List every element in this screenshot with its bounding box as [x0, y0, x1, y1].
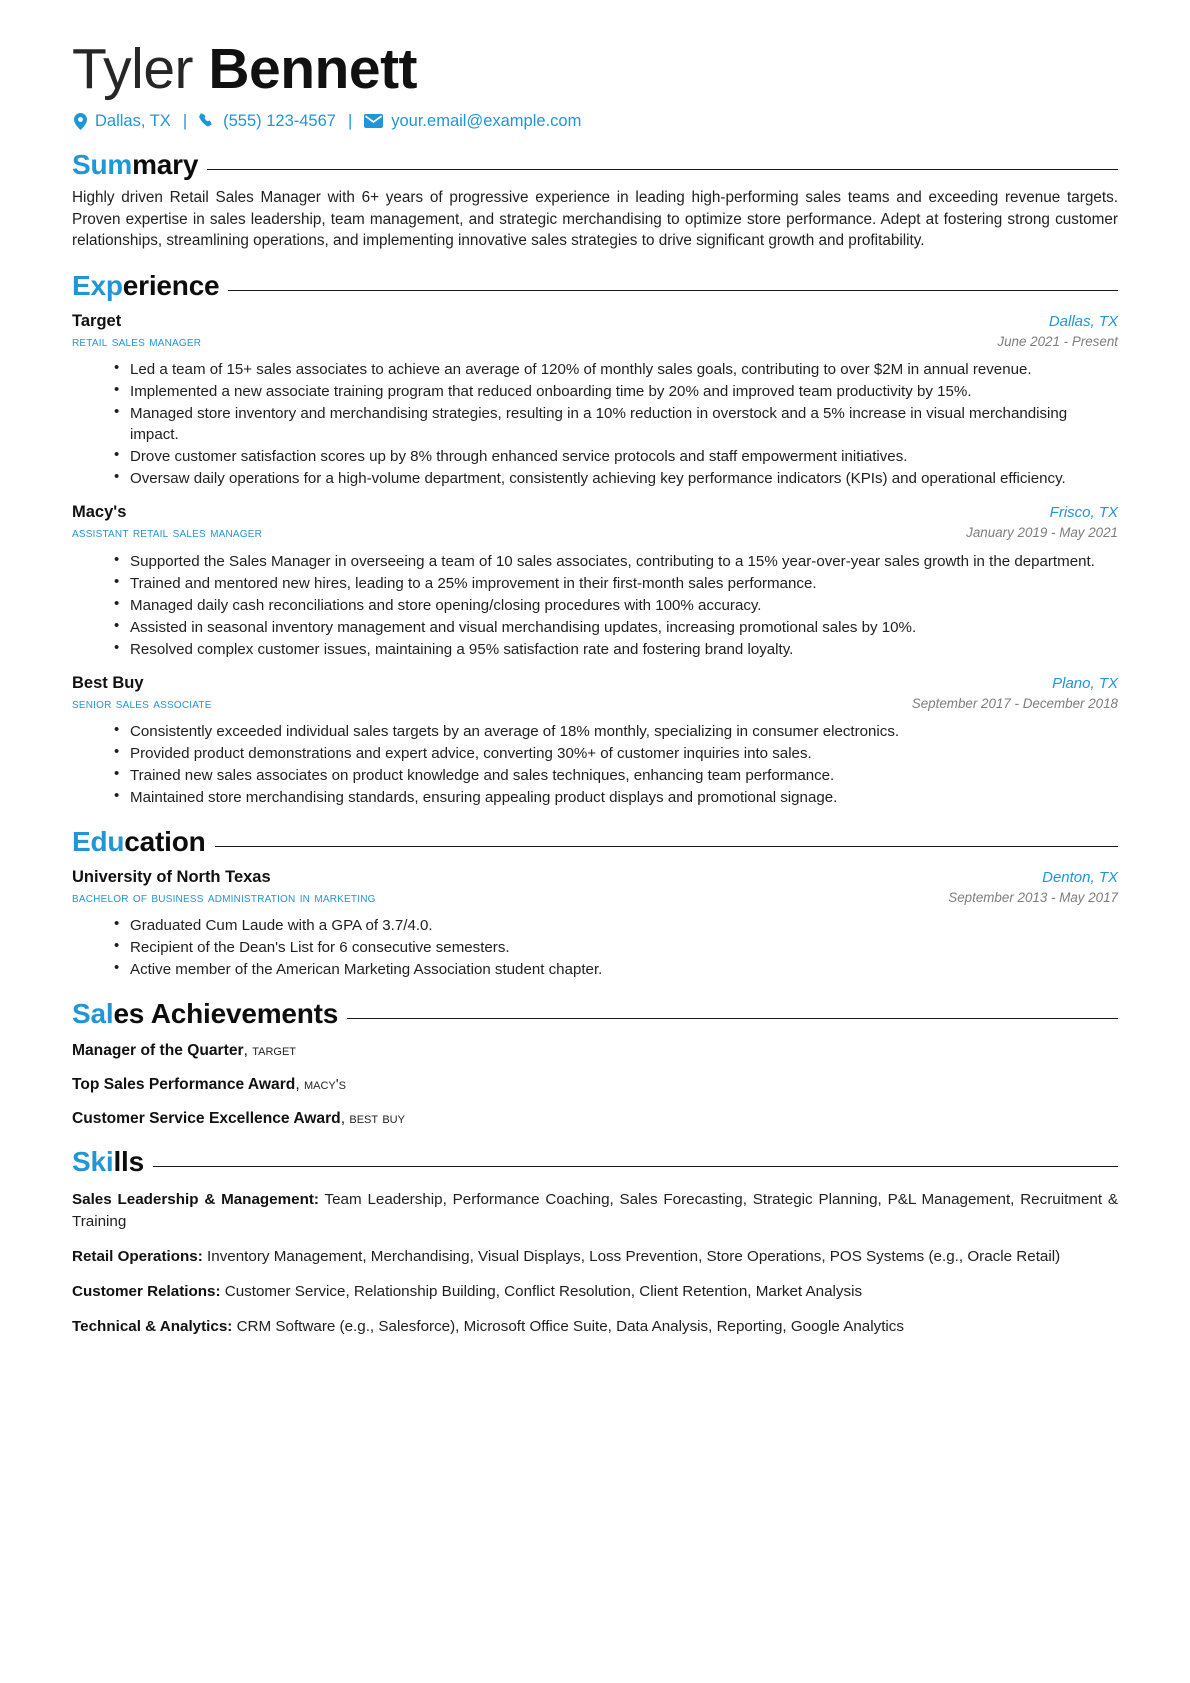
education-heading-rest: cation: [124, 826, 206, 858]
contact-location: [74, 112, 171, 131]
summary-heading-text: [72, 148, 198, 181]
skills-heading-rest: lls: [113, 1146, 144, 1178]
education-entries: [72, 868, 1118, 980]
entry-bullet: • Trained new sales associates on product knowledge and sales techniques, enhancing team performance.: [114, 765, 1118, 786]
contact-email[interactable]: [364, 112, 581, 131]
skill-items: Inventory Management, Merchandising, Visual Displays, Loss Prevention, Store Operations, POS Systems (e.g., Oracle Retail): [202, 1247, 1061, 1265]
entry-header-row: [72, 674, 1118, 693]
skill-items: Team Leadership, Performance Coaching, Sales Forecasting, Strategic Planning, P&L Management, Recruitment & Training: [72, 1191, 1118, 1230]
skills-heading: [72, 1145, 1118, 1178]
entry-organization: Target: [72, 312, 122, 331]
experience-heading: [72, 269, 1118, 302]
skill-category: Customer Relations:: [72, 1283, 221, 1301]
first-name: Tyler: [72, 37, 194, 101]
resume-header: [72, 38, 1118, 131]
experience-entries: [72, 312, 1118, 808]
skill-items: CRM Software (e.g., Salesforce), Microsoft Office Suite, Data Analysis, Reporting, Google Analytics: [232, 1318, 904, 1336]
contact-phone-text: (555) 123-4567: [223, 111, 336, 130]
last-name: Bennett: [208, 37, 418, 101]
entry-subheader-row: [72, 524, 1118, 542]
entry-bullet: • Resolved complex customer issues, maintaining a 95% satisfaction rate and fostering brand loyalty.: [114, 639, 1118, 660]
skill-group: [72, 1316, 1118, 1337]
entry-header-row: [72, 312, 1118, 331]
section-education: [72, 825, 1118, 980]
entry-bullet: • Supported the Sales Manager in overseeing a team of 10 sales associates, contributing to a 15% year-over-year sales growth in the department.: [114, 551, 1118, 572]
entry-bullet: • Drove customer satisfaction scores up by 8% through enhanced service protocols and staff empowerment initiatives.: [114, 446, 1118, 467]
resume-entry: [72, 868, 1118, 980]
entry-bullet-list: [72, 551, 1118, 660]
resume-entry: [72, 674, 1118, 808]
entry-bullet: • Graduated Cum Laude with a GPA of 3.7/4.0.: [114, 915, 1118, 936]
entry-organization: Best Buy: [72, 673, 144, 692]
section-summary: [72, 148, 1118, 252]
skills-heading-text: [72, 1145, 144, 1178]
candidate-name: [72, 38, 1118, 102]
education-heading-rule: [215, 846, 1118, 847]
entry-bullet: • Led a team of 15+ sales associates to achieve an average of 120% of monthly sales goals, contributing to over $2M in annual revenue.: [114, 359, 1118, 380]
entry-subheader-row: [72, 333, 1118, 351]
contact-phone[interactable]: [199, 112, 336, 131]
entry-location: Frisco, TX: [1049, 504, 1118, 522]
achievement-title: Manager of the Quarter: [72, 1042, 244, 1060]
contact-email-text: your.email@example.com: [391, 111, 582, 130]
phone-icon: [199, 113, 215, 129]
skill-category: Technical & Analytics:: [72, 1318, 233, 1336]
summary-heading-rest: mary: [132, 148, 199, 180]
achievement-item: Top Sales Performance Award, macy's: [72, 1076, 347, 1094]
entry-subheader-row: [72, 889, 1118, 907]
achievement-title: Top Sales Performance Award: [72, 1076, 296, 1094]
entry-bullet-list: [72, 359, 1118, 489]
section-skills: [72, 1145, 1118, 1337]
achievement-organization: target: [252, 1042, 297, 1060]
education-heading: [72, 825, 1118, 858]
entry-bullet: • Oversaw daily operations for a high-volume department, consistently achieving key performance indicators (KPIs) and operational efficiency.: [114, 468, 1118, 489]
envelope-icon: [364, 114, 383, 128]
summary-text: Highly driven Retail Sales Manager with 6+ years of progressive experience in leading high-performing sales teams and exceeding revenue targets. Proven expertise in sales leadership, team management, and strategic merchandising to optimize store performance. Adept at fostering strong customer relationships, streamlining operations, and implementing innovative sales strategies to drive significant growth and profitability.: [72, 188, 1118, 250]
resume-entry: [72, 503, 1118, 659]
entry-bullet-list: [72, 915, 1118, 980]
skills-heading-rule: [153, 1166, 1118, 1167]
achievements-heading-text: [72, 997, 338, 1030]
experience-heading-rest: erience: [122, 270, 220, 302]
entry-bullet: • Maintained store merchandising standards, ensuring appealing product displays and promotional signage.: [114, 787, 1118, 808]
contact-bar: [74, 112, 1118, 131]
education-heading-highlight: Edu: [72, 826, 125, 858]
map-pin-icon: [74, 113, 87, 130]
skill-group: [72, 1246, 1118, 1267]
skill-category: Sales Leadership & Management:: [72, 1191, 319, 1209]
achievements-heading: [72, 997, 1118, 1030]
entry-organization: University of North Texas: [72, 868, 271, 887]
entry-bullet: • Consistently exceeded individual sales targets by an average of 18% monthly, specializing in consumer electronics.: [114, 721, 1118, 742]
skill-group: [72, 1281, 1118, 1302]
summary-heading: [72, 148, 1118, 181]
skills-heading-highlight: Ski: [72, 1146, 114, 1178]
achievement-organization: best buy: [349, 1110, 405, 1128]
entry-dates: September 2017 - December 2018: [911, 695, 1118, 711]
entry-subheader-row: [72, 695, 1118, 713]
entry-dates: June 2021 - Present: [997, 334, 1118, 350]
achievement-organization: macy's: [303, 1076, 347, 1094]
entry-bullet: • Assisted in seasonal inventory management and visual merchandising updates, increasing promotional sales by 10%.: [114, 617, 1118, 638]
achievement-items: [72, 1042, 1118, 1128]
entry-bullet: • Managed store inventory and merchandising strategies, resulting in a 10% reduction in overstock and a 5% increase in visual merchandising impact.: [114, 403, 1118, 445]
entry-bullet: • Trained and mentored new hires, leading to a 25% improvement in their first-month sales performance.: [114, 573, 1118, 594]
entry-dates: September 2013 - May 2017: [948, 890, 1118, 906]
skill-category: Retail Operations:: [72, 1247, 203, 1265]
entry-organization: Macy's: [72, 503, 127, 522]
achievement-item: Customer Service Excellence Award, best buy: [72, 1110, 405, 1128]
entry-bullet-list: [72, 721, 1118, 808]
skill-groups: [72, 1189, 1118, 1337]
achievements-heading-rule: [347, 1018, 1118, 1019]
skill-items: Customer Service, Relationship Building, Conflict Resolution, Client Retention, Market Analysis: [220, 1283, 863, 1301]
entry-role: retail sales manager: [72, 334, 202, 351]
experience-heading-rule: [228, 290, 1118, 291]
summary-heading-highlight: Sum: [72, 148, 133, 180]
entry-bullet: • Recipient of the Dean's List for 6 consecutive semesters.: [114, 937, 1118, 958]
experience-heading-highlight: Exp: [72, 270, 123, 302]
entry-role: senior sales associate: [72, 695, 212, 712]
entry-bullet: • Provided product demonstrations and expert advice, converting 30%+ of customer inquiries into sales.: [114, 743, 1118, 764]
achievements-heading-rest: es Achievements: [113, 998, 339, 1030]
entry-role: bachelor of business administration in marketing: [72, 890, 376, 907]
contact-location-text: Dallas, TX: [95, 111, 171, 130]
entry-location: Denton, TX: [1042, 869, 1118, 887]
entry-bullet: • Implemented a new associate training program that reduced onboarding time by 20% and improved team productivity by 15%.: [114, 381, 1118, 402]
experience-heading-text: [72, 269, 219, 302]
entry-role: assistant retail sales manager: [72, 525, 263, 542]
section-experience: [72, 269, 1118, 808]
entry-location: Dallas, TX: [1048, 313, 1118, 331]
resume-entry: [72, 312, 1118, 489]
section-achievements: [72, 997, 1118, 1128]
entry-header-row: [72, 868, 1118, 887]
achievements-heading-highlight: Sal: [72, 998, 114, 1030]
entry-location: Plano, TX: [1052, 674, 1118, 692]
entry-bullet: • Active member of the American Marketing Association student chapter.: [114, 959, 1118, 980]
education-heading-text: [72, 825, 206, 858]
achievement-title: Customer Service Excellence Award: [72, 1110, 341, 1128]
skill-group: [72, 1189, 1118, 1232]
entry-dates: January 2019 - May 2021: [966, 525, 1118, 541]
entry-bullet: • Managed daily cash reconciliations and store opening/closing procedures with 100% accuracy.: [114, 595, 1118, 616]
summary-heading-rule: [207, 169, 1118, 170]
entry-header-row: [72, 503, 1118, 522]
contact-separator-2: |: [347, 111, 353, 130]
achievement-item: Manager of the Quarter, target: [72, 1042, 297, 1060]
contact-separator-1: |: [182, 111, 188, 130]
